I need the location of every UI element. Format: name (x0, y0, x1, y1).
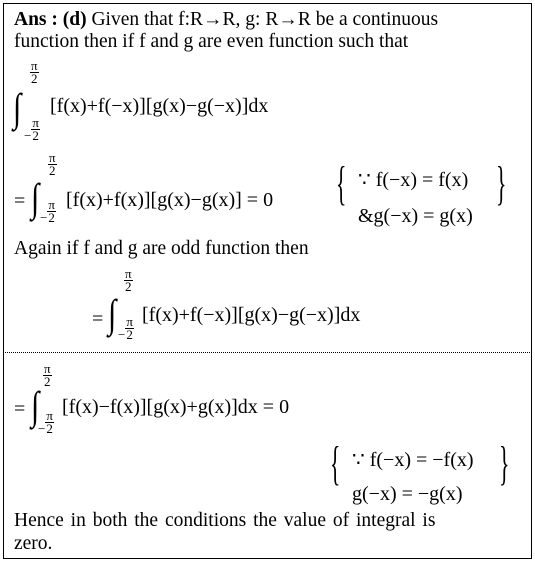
eq1-integral-sign: ∫ (13, 85, 22, 130)
eq2-condition-1: ∵ f(−x) = f(x) (358, 169, 469, 191)
eq2-integral-sign: ∫ (31, 175, 40, 220)
eq1-lower-limit: − $\frac{\pi}{2}$ (24, 115, 39, 143)
eq3-upper-limit: $\frac{\pi}{2}$ (125, 266, 132, 294)
conclusion-line-1: Hence in both the conditions the value of integral is (14, 510, 436, 531)
intro-line-2: function then if f and g are even function such that (14, 31, 409, 52)
eq1-expression: [f(x)+f(−x)][g(x)−g(−x)]dx (50, 95, 269, 117)
eq4-equals: = (14, 398, 26, 420)
eq2-right-brace: } (496, 157, 507, 210)
eq2-condition-2: &g(−x) = g(x) (358, 205, 473, 227)
eq2-left-brace: { (336, 157, 347, 210)
eq2-equals: = (14, 190, 26, 212)
eq4-lower-limit: − $\frac{\pi}{2}$ (38, 408, 53, 436)
answer-label: Ans : (d) (14, 9, 87, 30)
eq2-expression: [f(x)+f(x)][g(x)−g(x)] = 0 (66, 189, 274, 211)
eq4-condition-1: ∵ f(−x) = −f(x) (352, 449, 474, 471)
eq1-upper-limit: $\frac{\pi}{2}$ (31, 58, 38, 86)
again-line: Again if f and g are odd function then (14, 238, 309, 259)
eq2-lower-limit: − $\frac{\pi}{2}$ (40, 197, 55, 225)
eq4-integral-sign: ∫ (31, 383, 40, 428)
eq3-lower-limit: − $\frac{\pi}{2}$ (118, 314, 133, 342)
conclusion-line-2: zero. (14, 533, 53, 554)
eq3-expression: [f(x)+f(−x)][g(x)−g(−x)]dx (142, 304, 361, 326)
intro-text-1: Given that f:R→R, g: R→R be a continuous (86, 9, 439, 30)
intro-line-1 (14, 9, 438, 31)
eq3-integral-sign: ∫ (108, 291, 117, 336)
eq4-expression: [f(x)−f(x)][g(x)+g(x)]dx = 0 (62, 396, 290, 418)
eq4-right-brace: } (499, 437, 510, 490)
eq4-left-brace: { (330, 437, 341, 490)
eq2-upper-limit: $\frac{\pi}{2}$ (49, 150, 56, 178)
eq4-upper-limit: $\frac{\pi}{2}$ (44, 361, 51, 389)
eq4-condition-2: g(−x) = −g(x) (352, 483, 463, 505)
eq3-equals: = (92, 308, 104, 330)
